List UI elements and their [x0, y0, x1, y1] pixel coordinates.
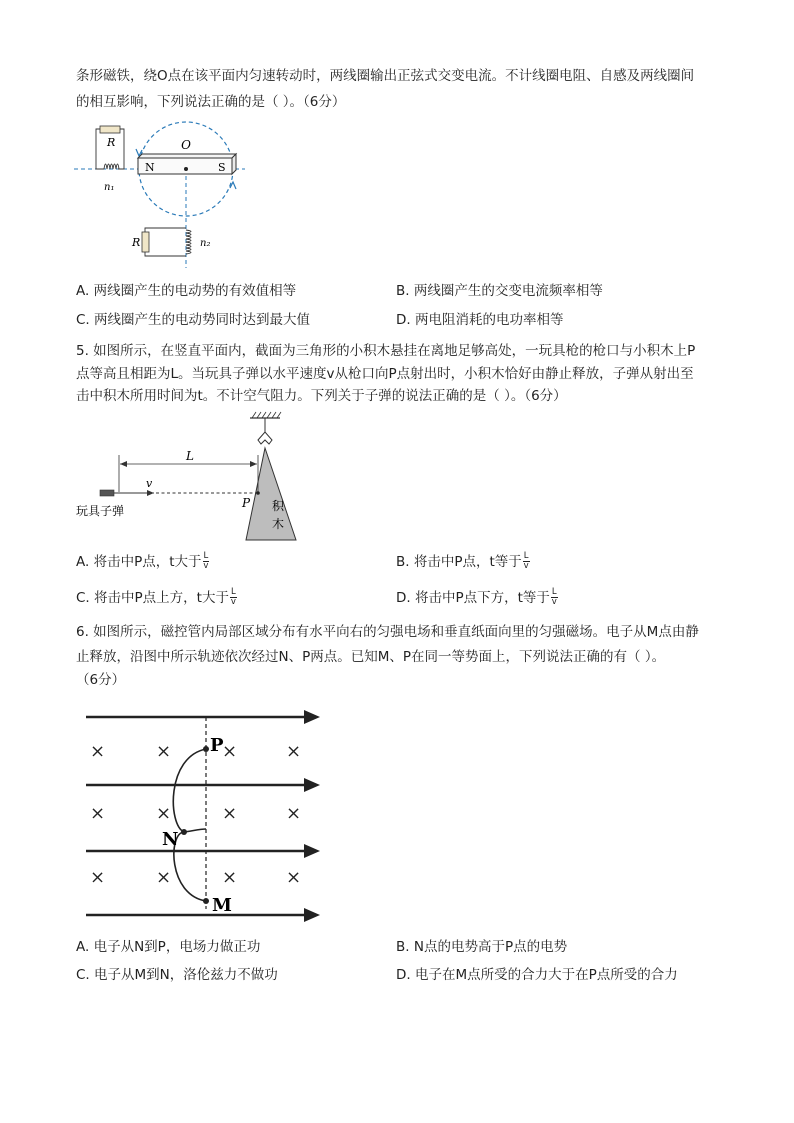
- q4-label-n1: n₁: [104, 182, 115, 193]
- q4-option-d[interactable]: D. 两电阻消耗的电功率相等: [396, 312, 564, 328]
- q6-cross-mark: ×: [222, 741, 238, 762]
- q5-label-l: L: [186, 449, 194, 463]
- q6-cross-mark: ×: [90, 741, 106, 762]
- q6-cross-mark: ×: [90, 803, 106, 824]
- q4-label-s-pole: S: [218, 161, 226, 174]
- q5-option-a-fraction: $\frac{L}{v}$: [203, 550, 209, 571]
- q6-cross-mark: ×: [90, 867, 106, 888]
- q5-option-b-fraction: $\frac{L}{v}$: [523, 550, 529, 571]
- q5-label-p: P: [242, 496, 251, 510]
- q6-option-d[interactable]: D. 电子在M点所受的合力大于在P点所受的合力: [396, 967, 678, 983]
- q6-cross-mark: ×: [286, 867, 302, 888]
- q5-label-block-2: 木: [272, 517, 285, 531]
- q6-option-c[interactable]: C. 电子从M到N，洛伦兹力不做功: [76, 967, 278, 983]
- q6-stem-line-2: 止释放，沿图中所示轨迹依次经过N、P两点。已知M、P在同一等势面上，下列说法正确的有（ ）。: [76, 649, 666, 665]
- q5-option-d[interactable]: [396, 588, 558, 608]
- q6-cross-mark: ×: [286, 803, 302, 824]
- q6-cross-mark: ×: [286, 741, 302, 762]
- q6-label-p: P: [210, 735, 224, 756]
- q4-label-r-top: R: [107, 136, 116, 149]
- q5-option-c-fraction: $\frac{L}{v}$: [230, 586, 236, 607]
- q6-option-b[interactable]: B. N点的电势高于P点的电势: [396, 939, 568, 955]
- q6-cross-mark: ×: [222, 867, 238, 888]
- q4-figure-rotating-magnet: [70, 118, 250, 278]
- q5-option-a[interactable]: [76, 552, 209, 572]
- q6-option-a[interactable]: A. 电子从N到P，电场力做正功: [76, 939, 261, 955]
- q6-cross-mark: ×: [156, 803, 172, 824]
- q5-stem-line-3: 击中积木所用时间为t。不计空气阻力。下列关于子弹的说法正确的是（ ）。（6分）: [76, 388, 567, 404]
- q5-stem-line-1: 5. 如图所示，在竖直平面内，截面为三角形的小积木悬挂在离地足够高处，一玩具枪的枪口与小积木上P: [76, 343, 696, 359]
- q4-label-o: O: [181, 138, 191, 152]
- q6-figure-magnetron-field: [80, 705, 330, 925]
- q5-option-b[interactable]: [396, 552, 530, 572]
- q4-label-r-bottom: R: [132, 236, 141, 249]
- q4-stem-line-1: 条形磁铁，绕O点在该平面内匀速转动时，两线圈输出正弦式交变电流。不计线圈电阻、自感及两线圈间: [76, 68, 695, 84]
- q5-option-a-text: A. 将击中P点，t大于: [76, 554, 202, 570]
- q6-cross-mark: ×: [156, 867, 172, 888]
- q6-label-m: M: [212, 895, 232, 916]
- q5-option-d-fraction: $\frac{L}{v}$: [551, 586, 557, 607]
- q5-figure-bullet-block: [74, 410, 314, 550]
- q4-label-n2: n₂: [200, 238, 211, 249]
- q6-stem-line-3: （6分）: [76, 672, 126, 688]
- q5-label-v: v: [146, 477, 153, 490]
- q4-label-n-pole: N: [145, 161, 155, 174]
- q4-option-a[interactable]: A. 两线圈产生的电动势的有效值相等: [76, 283, 297, 299]
- q5-option-d-text: D. 将击中P点下方，t等于: [396, 590, 550, 606]
- q5-label-toy-bullet: 玩具子弹: [76, 504, 125, 518]
- q6-label-n: N: [162, 829, 179, 850]
- q4-stem-line-2: 的相互影响，下列说法正确的是（ ）。（6分）: [76, 94, 346, 110]
- q4-option-c[interactable]: C. 两线圈产生的电动势同时达到最大值: [76, 312, 311, 328]
- q5-option-b-text: B. 将击中P点，t等于: [396, 554, 522, 570]
- q5-label-block-1: 积: [272, 499, 285, 513]
- q4-option-b[interactable]: B. 两线圈产生的交变电流频率相等: [396, 283, 603, 299]
- q5-stem-line-2: 点等高且相距为L。当玩具子弹以水平速度v从枪口向P点射出时，小积木恰好由静止释放，子弹从射出至: [76, 366, 694, 382]
- q5-option-c[interactable]: [76, 588, 237, 608]
- q6-cross-mark: ×: [156, 741, 172, 762]
- q5-option-c-text: C. 将击中P点上方，t大于: [76, 590, 229, 606]
- q6-cross-mark: ×: [222, 803, 238, 824]
- q6-stem-line-1: 6. 如图所示，磁控管内局部区域分布有水平向右的匀强电场和垂直纸面向里的匀强磁场。电子从M点由静: [76, 624, 699, 640]
